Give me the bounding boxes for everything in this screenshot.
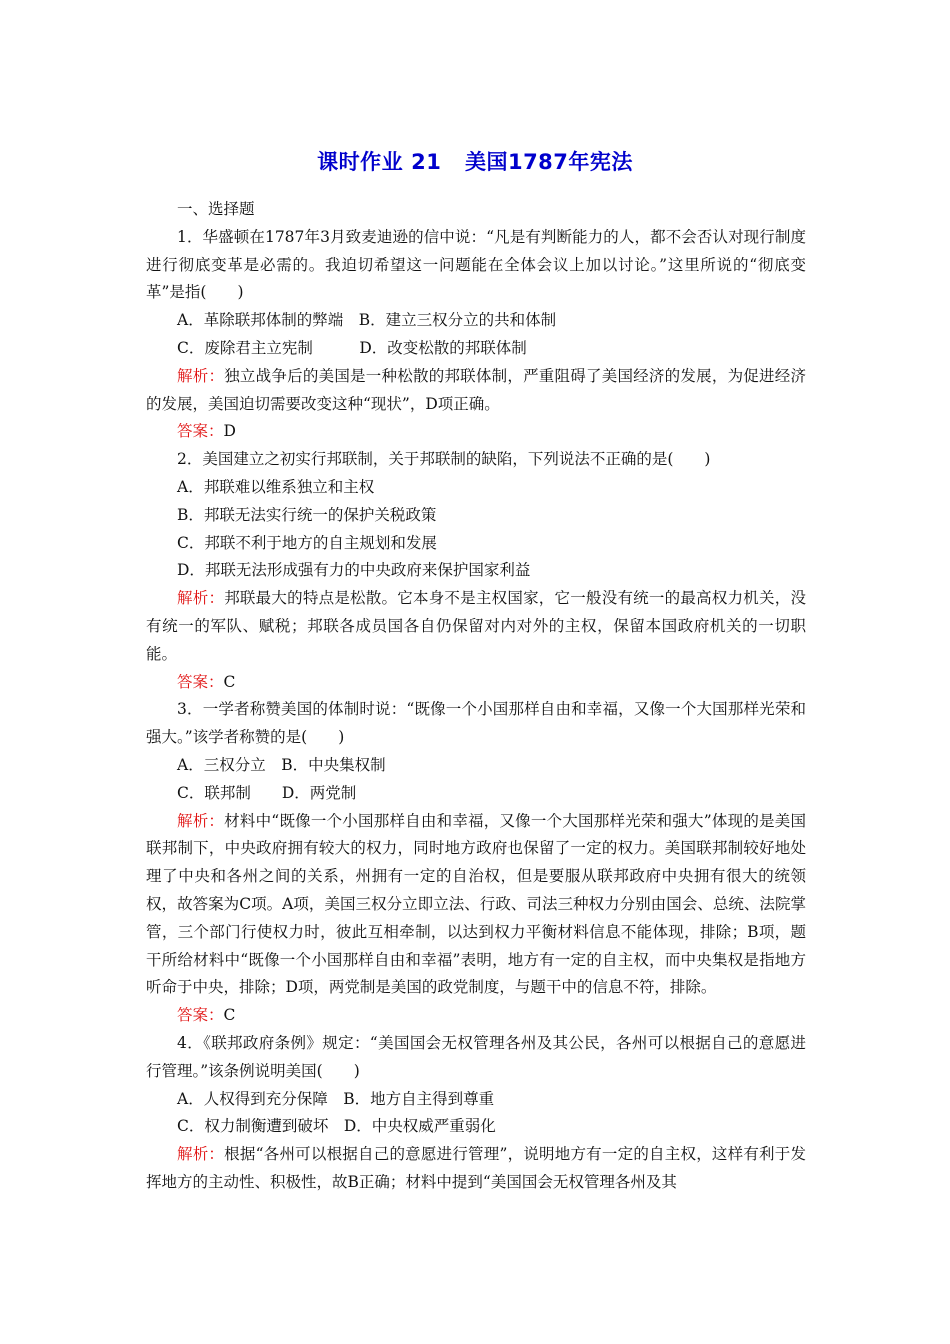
question-3-options-row-1: A．三权分立 B．中央集权制 [177, 755, 386, 774]
analysis-label: 解析： [177, 1145, 225, 1164]
question-3-options-row-2: C．联邦制 D．两党制 [177, 783, 357, 802]
answer-value: C [223, 672, 236, 691]
analysis-label: 解析： [177, 589, 225, 608]
answer-label: 答案： [177, 422, 224, 441]
question-1-stem: 1．华盛顿在1787年3月致麦迪逊的信中说：“凡是有判断能力的人，都不会否认对现行制度进行彻底变革是必需的。我迫切希望这一问题能在全体会议上加以讨论。”这里所说的“彻底变革”是指( ) [146, 227, 806, 302]
question-3-answer [146, 1002, 806, 1030]
answer-label: 答案： [177, 672, 224, 691]
page-title [0, 146, 950, 176]
analysis-label: 解析： [177, 811, 225, 830]
section-heading: 一、选择题 [177, 200, 255, 218]
question-1-options-row-2: C．废除君主立宪制 D．改变松散的邦联体制 [177, 338, 527, 357]
answer-label: 答案： [177, 1006, 224, 1025]
title-topic: 美国1787年宪法 [464, 150, 633, 174]
document-body [146, 196, 806, 1197]
question-2-option-b: B．邦联无法实行统一的保护关税政策 [177, 505, 437, 524]
question-1-answer [146, 418, 806, 446]
analysis-text: 材料中“既像一个小国那样自由和幸福，又像一个大国那样光荣和强大”体现的是美国联邦制下，中央政府拥有较大的权力，同时地方政府也保留了一定的权力。美国联邦制较好地处理了中央和各州之间的关系，州拥有一定的自治权，但是要服从联邦政府中央拥有很大的统领权，故答案为C项。A项，美国三权分立即立法、行政、司法三种权力分别由国会、总统、法院掌管，三个部门行使权力时，彼此互相牵制，以达到权力平衡材料信息不能体现，排除；B项，题干所给材料中“既像一个小国那样自由和幸福”表明，地方有一定的自主权，而中央集权是指地方听命于中央，排除；D项，两党制是美国的政党制度，与题干中的信息不符，排除。 [146, 811, 806, 997]
question-2-option-d: D．邦联无法形成强有力的中央政府来保护国家利益 [177, 561, 531, 580]
analysis-label: 解析： [177, 366, 225, 385]
analysis-text: 独立战争后的美国是一种松散的邦联体制，严重阻碍了美国经济的发展，为促进经济的发展，美国迫切需要改变这种“现状”，D项正确。 [146, 366, 806, 413]
question-1-options-row-1: A．革除联邦体制的弊端 B．建立三权分立的共和体制 [177, 311, 557, 330]
question-3-analysis [146, 808, 806, 1003]
answer-value: D [223, 422, 236, 441]
question-3-stem: 3．一学者称赞美国的体制时说：“既像一个小国那样自由和幸福，又像一个大国那样光荣和强大。”该学者称赞的是( ) [146, 700, 806, 747]
title-lead: 课时作业 [317, 150, 404, 174]
question-4-options-row-2: C．权力制衡遭到破坏 D．中央权威严重弱化 [177, 1117, 496, 1136]
question-4-options-row-1: A．人权得到充分保障 B．地方自主得到尊重 [177, 1089, 495, 1108]
question-4-analysis [146, 1141, 806, 1197]
question-2-option-c: C．邦联不利于地方的自主规划和发展 [177, 533, 437, 552]
analysis-text: 根据“各州可以根据自己的意愿进行管理”，说明地方有一定的自主权，这样有利于发挥地方的主动性、积极性，故B正确；材料中提到“美国国会无权管理各州及其 [146, 1145, 806, 1191]
question-2-option-a: A．邦联难以维系独立和主权 [177, 477, 375, 496]
analysis-text: 邦联最大的特点是松散。它本身不是主权国家，它一般没有统一的最高权力机关，没有统一的军队、赋税；邦联各成员国各自仍保留对内对外的主权，保留本国政府机关的一切职能。 [146, 589, 806, 663]
question-2-answer [146, 669, 806, 697]
question-1-analysis [146, 363, 806, 419]
question-2-analysis [146, 585, 806, 668]
question-2-stem: 2．美国建立之初实行邦联制，关于邦联制的缺陷，下列说法不正确的是( ) [177, 450, 711, 469]
answer-value: C [223, 1006, 236, 1025]
question-4-stem: 4．《联邦政府条例》规定：“美国国会无权管理各州及其公民，各州可以根据自己的意愿进行管理。”该条例说明美国( ) [146, 1033, 806, 1080]
title-number: 21 [411, 150, 442, 174]
